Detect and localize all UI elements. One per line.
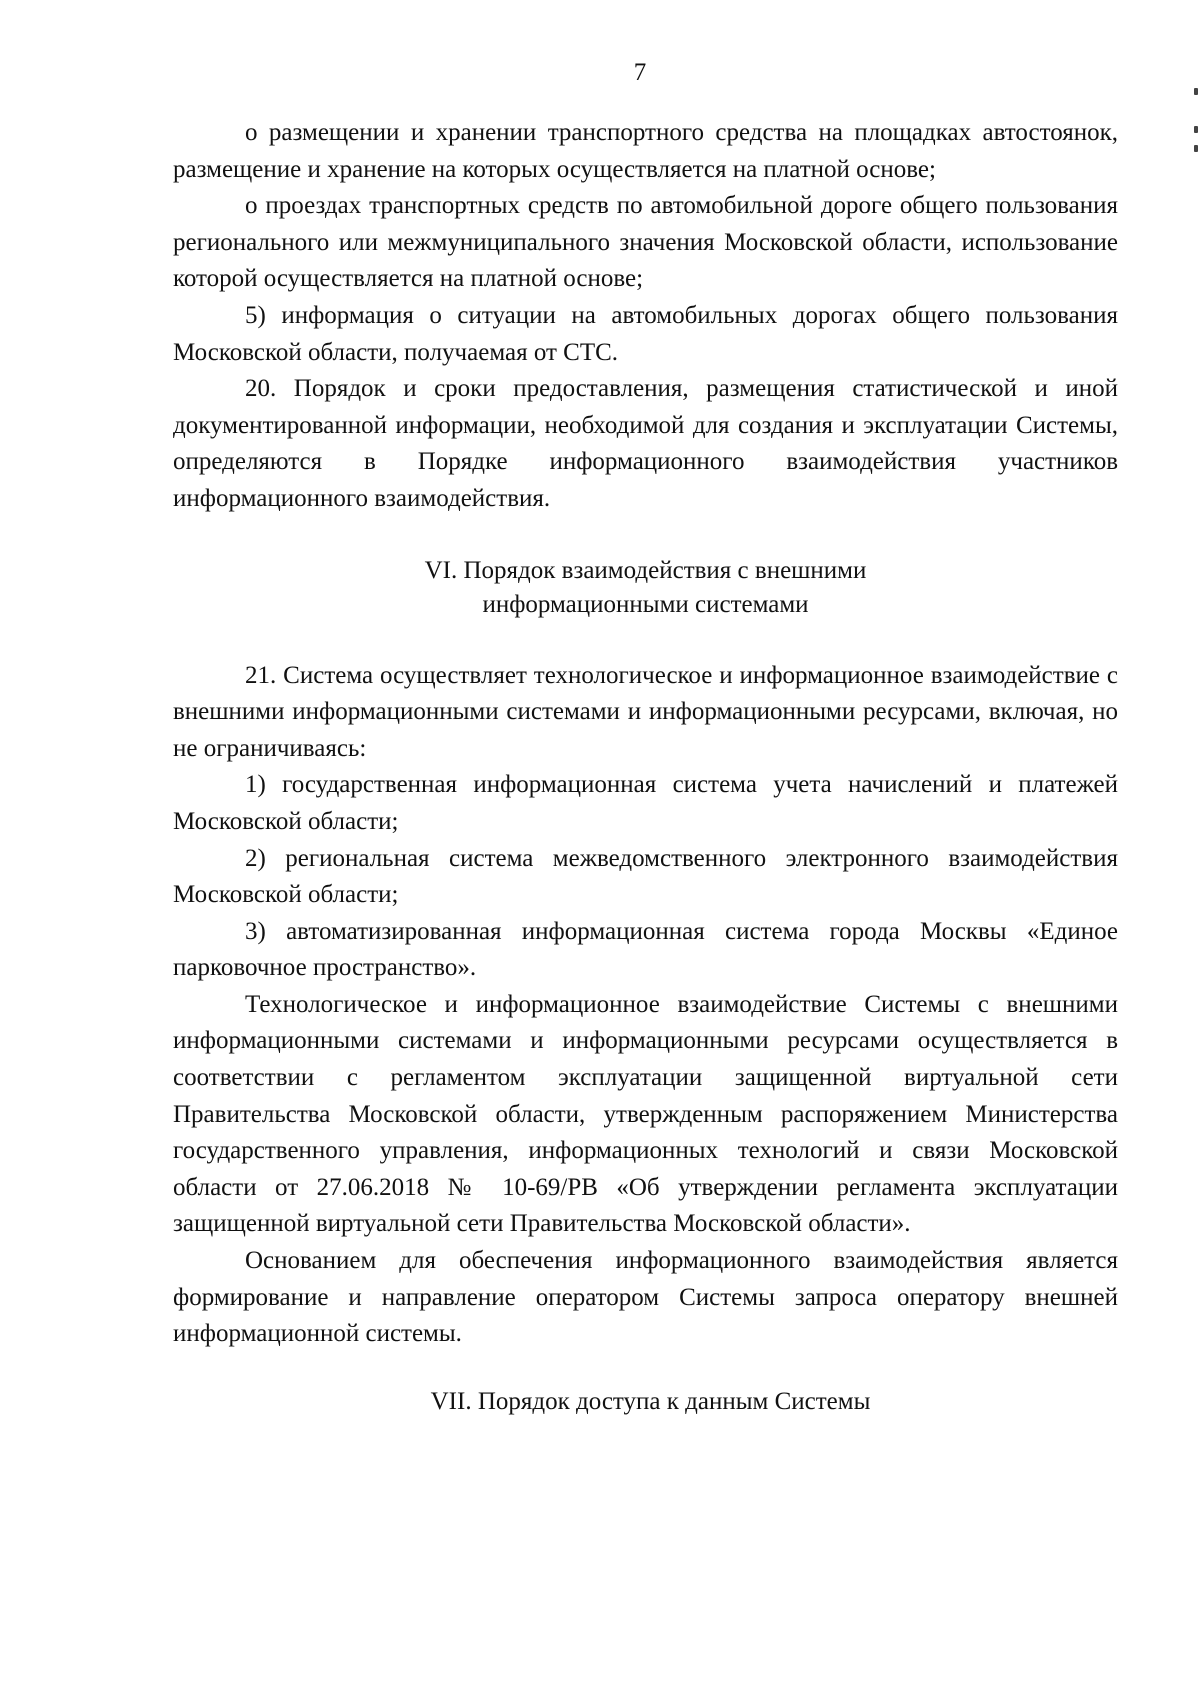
scan-edge-mark bbox=[1194, 145, 1198, 152]
paragraph-clause-20: 20. Порядок и сроки предоставления, размещения статистической и иной документированной информации, необходимой для создания и эксплуатации Системы, определяются в Порядке информационного взаимодействия участников информационного взаимодействия. bbox=[173, 375, 1118, 512]
paragraph-technological-interaction: Технологическое и информационное взаимодействие Системы с внешними информационными системами и информационными ресурсами осуществляется в соответствии с регламентом эксплуатации защищенной виртуальной сети Правительства Московской области, утвержденным распоряжением Министерства государственного управления, информационных технологий и связи Московской области от 27.06.2018 № 10-69/РВ «Об утверждении регламента эксплуатации защищенной виртуальной сети Правительства Московской области». bbox=[173, 990, 1118, 1238]
document-body bbox=[173, 115, 1118, 1419]
scan-edge-mark bbox=[1194, 126, 1198, 133]
section-heading-vii: VII. Порядок доступа к данным Системы bbox=[430, 1387, 871, 1415]
paragraph-clause-21: 21. Система осуществляет технологическое и информационное взаимодействие с внешними информационными системами и информационными ресурсами, включая, но не ограничиваясь: bbox=[173, 661, 1118, 762]
scan-edge-mark bbox=[1194, 88, 1198, 95]
section-heading-vi-line-2: информационными системами bbox=[482, 590, 809, 618]
paragraph-item-1-payments-system: 1) государственная информационная система учета начислений и платежей Московской области; bbox=[173, 771, 1118, 835]
section-heading-vi-line-1: VI. Порядок взаимодействия с внешними bbox=[424, 556, 867, 584]
paragraph-item-2-interagency-system: 2) региональная система межведомственного электронного взаимодействия Московской области; bbox=[173, 844, 1118, 909]
section-heading-vi bbox=[173, 554, 1118, 622]
page-number: 7 bbox=[633, 59, 647, 86]
paragraph-interaction-basis: Основанием для обеспечения информационного взаимодействия является формирование и направление оператором Системы запроса оператору внешней информационной системы. bbox=[173, 1247, 1118, 1348]
paragraph-parking-storage: о размещении и хранении транспортного средства на площадках автостоянок, размещение и хранение на которых осуществляется на платной основе; bbox=[173, 119, 1118, 183]
paragraph-toll-road-passages: о проездах транспортных средств по автомобильной дороге общего пользования регионального или межмуниципального значения Московской области, использование которой осуществляется на платной основе; bbox=[173, 192, 1118, 293]
paragraph-item-3-parking-space-system: 3) автоматизированная информационная система города Москвы «Единое парковочное пространство». bbox=[173, 917, 1118, 982]
paragraph-item-5-road-situation: 5) информация о ситуации на автомобильных дорогах общего пользования Московской области, получаемая от СТС. bbox=[173, 301, 1118, 366]
